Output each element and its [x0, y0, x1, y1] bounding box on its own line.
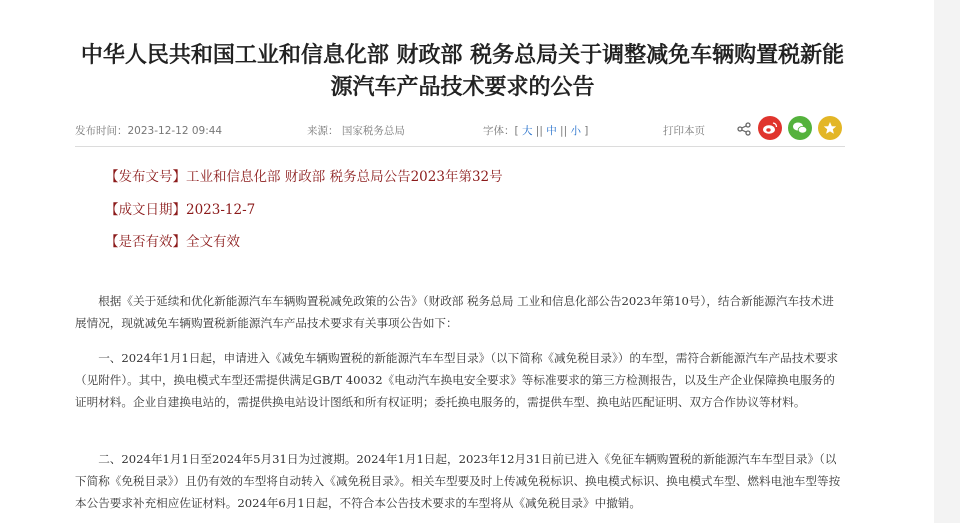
meta-divider — [75, 146, 845, 147]
body-paragraph-1: 一、2024年1月1日起，申请进入《减免车辆购置税的新能源汽车车型目录》（以下简称《减免税目录》）的车型，需符合新能源汽车产品技术要求（见附件）。其中，换电模式车型还需提供满足GB/T 40032《电动汽车换电安全要求》等标准要求的第三方检测报告，以及生产企业保障换电服务的证明材料。企业自建换电站的，需提供换电站设计图纸和所有权证明；委托换电服务的，需提供车型、换电站匹配证明、双方合作协议等材料。 — [75, 351, 839, 409]
article-source: 来源： 国家税务总局 — [307, 125, 405, 137]
font-size-medium-link[interactable]: 中 — [546, 125, 557, 137]
font-bracket-open: [ — [514, 125, 522, 137]
font-bracket-close: ] — [580, 125, 589, 137]
article-meta-bar — [75, 118, 845, 144]
font-size-label: 字体： — [483, 125, 515, 137]
doc-number-field: 【发布文号】工业和信息化部 财政部 税务总局公告2023年第32号 — [105, 169, 503, 185]
publish-date: 发布时间：2023-12-12 09:44 — [75, 125, 223, 137]
star-icon[interactable] — [818, 116, 842, 140]
weibo-icon[interactable] — [758, 116, 782, 140]
issue-date-field: 【成文日期】2023-12-7 — [105, 202, 256, 218]
wechat-icon[interactable] — [788, 116, 812, 140]
scrollbar-track[interactable] — [934, 0, 960, 523]
print-page-link[interactable]: 打印本页 — [663, 125, 705, 137]
body-paragraph-2: 二、2024年1月1日至2024年5月31日为过渡期。2024年1月1日起，2023年12月31日前已进入《免征车辆购置税的新能源汽车车型目录》（以下简称《免税目录》）且仍有效的车型将自动转入《减免税目录》。相关车型要及时上传减免税标识、换电模式标识、换电模式车型、燃料电池车型等按本公告要求补充相应佐证材料。2024年6月1日起，不符合本公告技术要求的车型将从《减免税目录》中撤销。 — [75, 452, 841, 510]
share-icon[interactable] — [737, 122, 751, 136]
validity-field: 【是否有效】全文有效 — [105, 234, 240, 250]
font-separator: || — [556, 125, 571, 137]
body-paragraph-intro: 根据《关于延续和优化新能源汽车车辆购置税减免政策的公告》（财政部 税务总局 工业和信息化部公告2023年第10号），结合新能源汽车技术进展情况，现就减免车辆购置税新能源汽车产品技术要求有关事项公告如下： — [75, 294, 834, 330]
font-size-controls — [483, 123, 588, 138]
font-separator: || — [532, 125, 547, 137]
font-size-large-link[interactable]: 大 — [521, 125, 533, 137]
article-title: 中华人民共和国工业和信息化部 财政部 税务总局关于调整减免车辆购置税新能源汽车产品技术要求的公告 — [80, 43, 845, 100]
font-size-small-link[interactable]: 小 — [570, 125, 581, 137]
